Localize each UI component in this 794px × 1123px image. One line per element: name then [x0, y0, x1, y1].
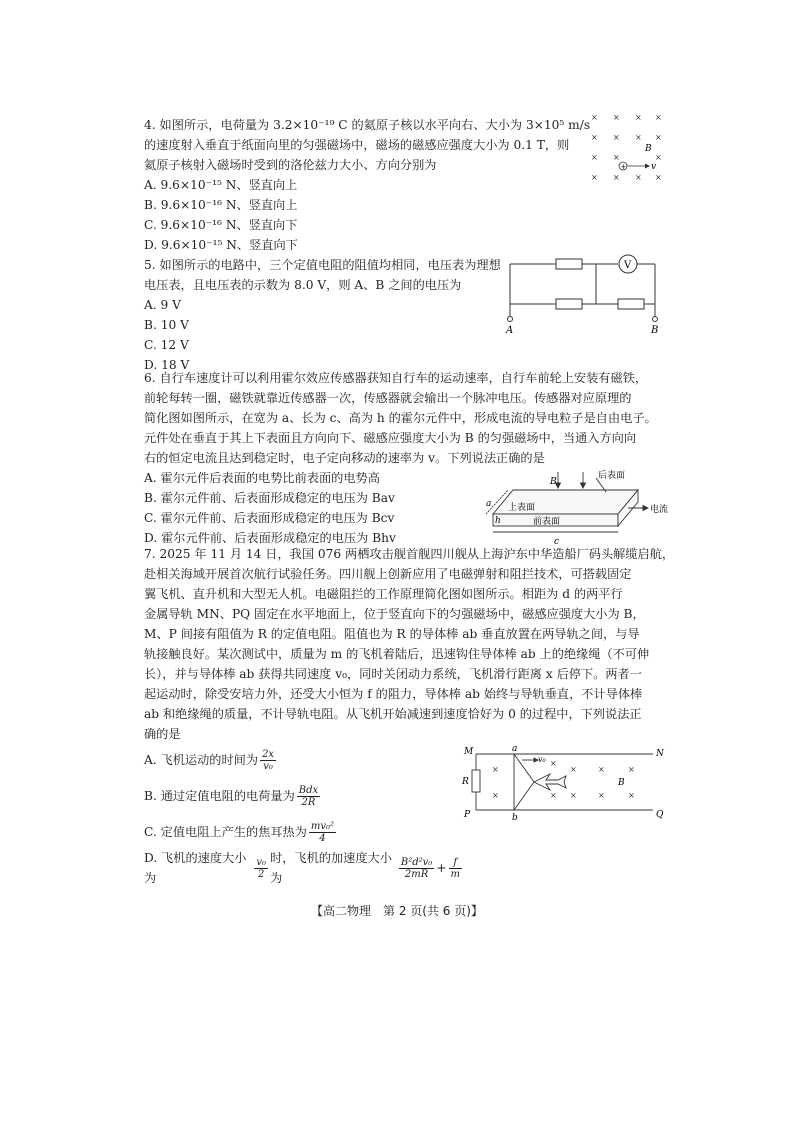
- fraction-numerator: mv₀²: [310, 820, 335, 832]
- q6-option-d: D. 霍尔元件前、后表面形成稳定的电压为 Bhv: [144, 531, 396, 545]
- page-footer: 【高二物理 第 2 页(共 6 页)】: [311, 904, 483, 918]
- q7-label-b: b: [512, 813, 518, 822]
- q7-option-b-text: B. 通过定值电阻的电荷量为: [144, 789, 295, 803]
- svg-text:×: ×: [613, 133, 620, 142]
- q5-circuit-figure: [500, 250, 670, 335]
- q6-a-label: a: [486, 499, 492, 509]
- q6-option-a: A. 霍尔元件后表面的电势比前表面的电势高: [144, 471, 380, 485]
- q7-option-b: [144, 778, 464, 814]
- fraction-numerator: v₀: [256, 856, 267, 868]
- q6-line: 6. 自行车速度计可以利用霍尔效应传感器获知自行车的运动速率，自行车前轮上安装有磁铁，: [144, 371, 648, 385]
- q7-option-a: [144, 742, 464, 778]
- svg-text:×: ×: [655, 153, 662, 162]
- q7-line: 确的是: [144, 727, 181, 741]
- q6-field-label: B: [550, 477, 557, 487]
- q7-options: [144, 742, 464, 886]
- svg-text:×: ×: [655, 133, 662, 142]
- q6-line: 简化图如图所示，在宽为 a、长为 c、高为 h 的霍尔元件中，形成电流的导电粒子是自由电子。: [144, 411, 657, 425]
- svg-text:×: ×: [492, 791, 499, 800]
- q7-label-m: M: [464, 747, 474, 757]
- svg-text:×: ×: [591, 113, 598, 122]
- q6-line: 元件处在垂直于其上下表面且方向向下、磁感应强度大小为 B 的匀强磁场中，当通入方向向: [144, 431, 637, 445]
- svg-text:×: ×: [613, 153, 620, 162]
- q5-option-a: A. 9 V: [144, 298, 181, 312]
- q4-option-b: B. 9.6×10⁻¹⁶ N、竖直向上: [144, 198, 298, 212]
- q4-magnetic-field-figure: [585, 108, 665, 198]
- q6-option-b: B. 霍尔元件前、后表面形成稳定的电压为 Bav: [144, 491, 395, 505]
- q7-label-a: a: [512, 744, 518, 754]
- fraction-numerator: 2x: [262, 748, 275, 760]
- q7-option-c: [144, 814, 464, 850]
- q4-line: 的速度射入垂直于纸面向里的匀强磁场中，磁场的磁感应强度大小为 0.1 T，则: [144, 138, 570, 152]
- q7-line: 7. 2025 年 11 月 14 日，我国 076 两栖攻击舰首舰四川舰从上海沪东中华造船厂码头解缆启航，: [144, 547, 675, 561]
- fraction-numerator: B²d²v₀: [400, 856, 433, 868]
- q7-line: 翼飞机、直升机和大型无人机。电磁阻拦的工作原理简化图如图所示。相距为 d 的两平行: [144, 587, 623, 601]
- svg-text:×: ×: [598, 765, 605, 774]
- q7-label-p: P: [464, 810, 471, 820]
- fraction-denominator: 4: [319, 832, 326, 844]
- q4-option-d: D. 9.6×10⁻¹⁵ N、竖直向下: [144, 238, 298, 252]
- q7-option-d: [144, 850, 464, 886]
- fraction-numerator: f: [449, 857, 462, 869]
- svg-text:×: ×: [570, 765, 577, 774]
- question-7: [144, 544, 675, 744]
- q7-label-field: B: [618, 778, 625, 788]
- svg-text:×: ×: [635, 173, 642, 182]
- q6-line: 前轮每转一圈，磁铁就靠近传感器一次，传感器就会输出一个脉冲电压。传感器对应原理的: [144, 391, 632, 405]
- q4-line: 4. 如图所示，电荷量为 3.2×10⁻¹⁹ C 的氦原子核以水平向右、大小为 3×10⁵ m/s: [144, 118, 591, 132]
- q7-option-d-middle-text: 时，飞机的加速度大小为: [270, 851, 392, 885]
- q7-line: 金属导轨 MN、PQ 固定在水平地面上，位于竖直向下的匀强磁场中，磁感应强度大小为 B，: [144, 607, 645, 621]
- svg-text:×: ×: [492, 765, 499, 774]
- fraction-denominator: m: [450, 868, 460, 880]
- svg-text:×: ×: [550, 759, 557, 768]
- svg-text:×: ×: [591, 153, 598, 162]
- svg-text:×: ×: [628, 791, 635, 800]
- q5-voltmeter-label: V: [624, 260, 632, 271]
- q7-option-a-fraction: [260, 749, 276, 772]
- svg-text:×: ×: [591, 133, 598, 142]
- q7-line: 轨接触良好。某次测试中，质量为 m 的飞机着陆后，迅速钩住导体棒 ab 上的绝缘绳（不可伸: [144, 647, 650, 661]
- q7-label-v0: v₀: [538, 755, 546, 764]
- q7-option-d-fraction-3: [449, 857, 462, 880]
- q5-line: 5. 如图所示的电路中，三个定值电阻的阻值均相同，电压表为理想: [144, 258, 501, 272]
- q7-label-r: R: [462, 777, 469, 787]
- svg-text:×: ×: [613, 173, 620, 182]
- q6-h-label: h: [495, 516, 501, 526]
- q4-line: 氦原子核射入磁场时受到的洛伦兹力大小、方向分别为: [144, 158, 437, 172]
- q7-option-a-text: A. 飞机运动的时间为: [144, 753, 259, 767]
- q5-option-c: C. 12 V: [144, 338, 189, 352]
- svg-text:×: ×: [570, 791, 577, 800]
- fraction-denominator: 2: [258, 868, 265, 880]
- fraction-denominator: 2R: [301, 796, 316, 808]
- svg-text:+: +: [620, 163, 627, 171]
- q7-option-d-fraction-1: [254, 857, 268, 880]
- svg-text:×: ×: [598, 791, 605, 800]
- q7-line: 长），并与导体棒 ab 获得共同速度 v₀，同时关闭动力系统，飞机滑行距离 x 后停下。两者一: [144, 667, 642, 681]
- q7-option-d-fraction-2: [399, 857, 434, 880]
- q4-option-c: C. 9.6×10⁻¹⁶ N、竖直向下: [144, 218, 298, 232]
- q7-option-b-fraction: [297, 785, 320, 808]
- svg-text:×: ×: [655, 173, 662, 182]
- svg-text:×: ×: [635, 133, 642, 142]
- svg-text:×: ×: [635, 113, 642, 122]
- q4-velocity-label: v: [651, 162, 657, 172]
- q7-option-d-text: D. 飞机的速度大小为: [144, 851, 247, 885]
- q7-label-n: N: [656, 749, 664, 759]
- q7-rail-figure: [458, 742, 668, 822]
- q4-field-label: B: [645, 144, 652, 154]
- svg-text:×: ×: [613, 113, 620, 122]
- q7-line: 起运动时，除受安培力外，还受大小恒为 f 的阻力，导体棒 ab 始终与导轨垂直，不计导体棒: [144, 687, 643, 701]
- svg-text:×: ×: [550, 791, 557, 800]
- svg-text:×: ×: [591, 173, 598, 182]
- q6-current-label: 电流: [650, 505, 669, 515]
- q7-line: M、P 间接有阻值为 R 的定值电阻。阻值也为 R 的导体棒 ab 垂直放置在两导轨之间，与导: [144, 627, 640, 641]
- svg-text:×: ×: [655, 113, 662, 122]
- q5-terminal-a: A: [506, 325, 514, 335]
- q7-label-q: Q: [656, 810, 664, 820]
- q6-hall-element-figure: [478, 468, 673, 553]
- q5-line: 电压表，且电压表的示数为 8.0 V，则 A、B 之间的电压为: [144, 278, 462, 292]
- q6-line: 右的恒定电流且达到稳定时，电子定向移动的速率为 v。下列说法正确的是: [144, 451, 545, 465]
- q7-option-c-text: C. 定值电阻上产生的焦耳热为: [144, 825, 307, 839]
- q5-terminal-b: B: [651, 325, 659, 335]
- q7-line: ab 和绝缘绳的质量，不计导轨电阻。从飞机开始减速到速度恰好为 0 的过程中，下列说法正: [144, 707, 642, 721]
- q7-option-c-fraction: [309, 821, 336, 844]
- q6-top-face-label: 上表面: [508, 503, 536, 513]
- svg-text:×: ×: [628, 765, 635, 774]
- fraction-denominator: v₀: [263, 760, 273, 772]
- fraction-numerator: Bdx: [298, 784, 319, 796]
- q6-option-c: C. 霍尔元件前、后表面形成稳定的电压为 Bcv: [144, 511, 395, 525]
- q7-line: 赴相关海域开展首次航行试验任务。四川舰上创新应用了电磁弹射和阻拦技术，可搭载固定: [144, 567, 632, 581]
- fraction-denominator: 2mR: [404, 868, 429, 880]
- q6-front-face-label: 前表面: [533, 517, 561, 527]
- q6-c-label: c: [554, 537, 560, 547]
- q5-option-d: D. 18 V: [144, 358, 190, 372]
- q6-back-face-label: 后表面: [598, 471, 626, 481]
- q5-option-b: B. 10 V: [144, 318, 189, 332]
- q4-option-a: A. 9.6×10⁻¹⁵ N、竖直向上: [144, 178, 298, 192]
- plus-sign: +: [436, 861, 447, 875]
